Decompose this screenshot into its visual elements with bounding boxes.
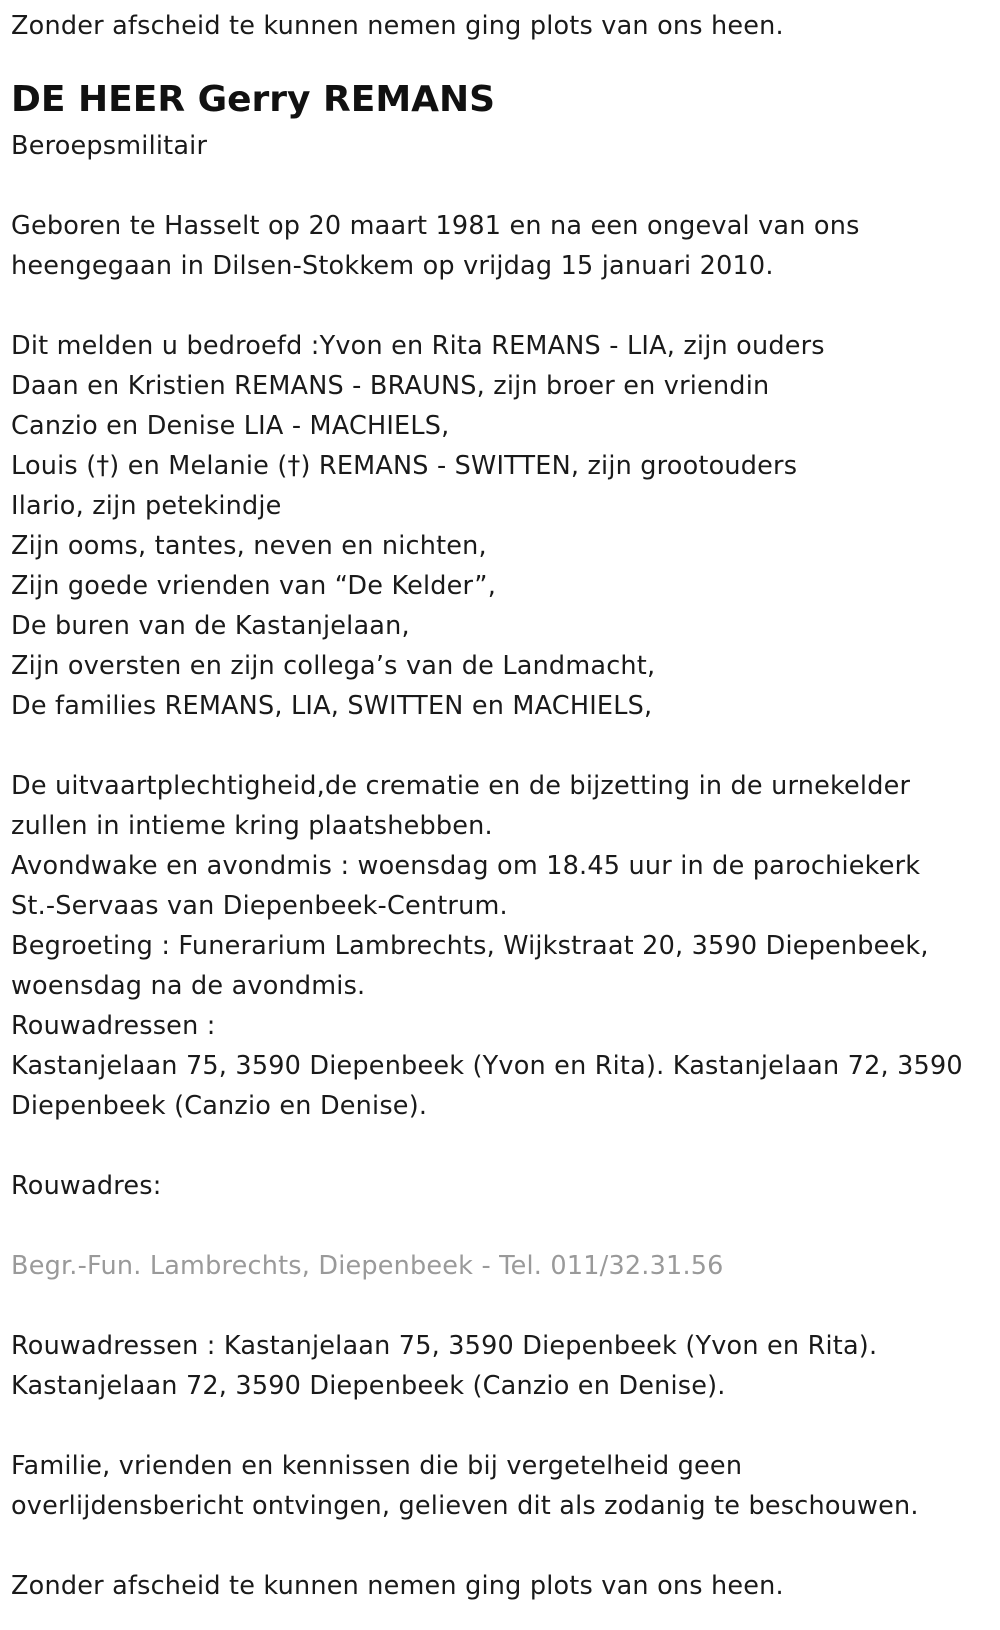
family-line: Louis (†) en Melanie (†) REMANS - SWITTEN, zijn grootouders (11, 451, 798, 481)
spacer (11, 1406, 991, 1446)
family-line: De buren van de Kastanjelaan, (11, 611, 410, 641)
family-line: Dit melden u bedroefd :Yvon en Rita REMANS - LIA, zijn ouders (11, 331, 825, 361)
notice-line: overlijdensbericht ontvingen, gelieven dit als zodanig te beschouwen. (11, 1491, 919, 1521)
ceremony-line: St.-Servaas van Diepenbeek-Centrum. (11, 891, 508, 921)
family-line: De families REMANS, LIA, SWITTEN en MACHIELS, (11, 691, 653, 721)
family-line: Zijn oversten en zijn collega’s van de Landmacht, (11, 651, 656, 681)
closing-line: Zonder afscheid te kunnen nemen ging plots van ons heen. (11, 1571, 784, 1601)
ceremony-line: woensdag na de avondmis. (11, 971, 366, 1001)
birth-line: heengegaan in Dilsen-Stokkem op vrijdag 15 januari 2010. (11, 251, 774, 281)
family-line: Zijn goede vrienden van “De Kelder”, (11, 571, 497, 601)
family-line: Ilario, zijn petekindje (11, 491, 282, 521)
funeral-home-contact: Begr.-Fun. Lambrechts, Diepenbeek - Tel. 011/32.31.56 (11, 1251, 724, 1281)
birth-line: Geboren te Hasselt op 20 maart 1981 en na een ongeval van ons (11, 211, 860, 241)
spacer (11, 1126, 991, 1166)
addresses-paragraph (11, 1326, 991, 1406)
obituary-document (11, 6, 991, 1606)
spacer (11, 286, 991, 326)
ceremony-line: Avondwake en avondmis : woensdag om 18.45 uur in de parochiekerk (11, 851, 921, 881)
intro-line: Zonder afscheid te kunnen nemen ging plots van ons heen. (11, 11, 784, 41)
spacer (11, 166, 991, 206)
ceremony-line: Diepenbeek (Canzio en Denise). (11, 1091, 428, 1121)
address-line: Kastanjelaan 72, 3590 Diepenbeek (Canzio en Denise). (11, 1371, 726, 1401)
family-paragraph (11, 326, 991, 726)
spacer (11, 1206, 991, 1246)
ceremony-line: De uitvaartplechtigheid,de crematie en de bijzetting in de urnekelder (11, 771, 911, 801)
spacer (11, 46, 991, 74)
family-line: Daan en Kristien REMANS - BRAUNS, zijn broer en vriendin (11, 371, 770, 401)
ceremony-line: Begroeting : Funerarium Lambrechts, Wijkstraat 20, 3590 Diepenbeek, (11, 931, 929, 961)
ceremony-line: Kastanjelaan 75, 3590 Diepenbeek (Yvon en Rita). Kastanjelaan 72, 3590 (11, 1051, 963, 1081)
rouwadres-label: Rouwadres: (11, 1171, 162, 1201)
spacer (11, 726, 991, 766)
spacer (11, 1526, 991, 1566)
birth-paragraph (11, 206, 991, 286)
family-line: Zijn ooms, tantes, neven en nichten, (11, 531, 487, 561)
ceremony-paragraph (11, 766, 991, 1126)
family-line: Canzio en Denise LIA - MACHIELS, (11, 411, 450, 441)
ceremony-line: zullen in intieme kring plaatshebben. (11, 811, 493, 841)
ceremony-line: Rouwadressen : (11, 1011, 216, 1041)
spacer (11, 1286, 991, 1326)
profession: Beroepsmilitair (11, 131, 208, 161)
notice-paragraph (11, 1446, 991, 1526)
deceased-name: DE HEER Gerry REMANS (11, 79, 496, 120)
notice-line: Familie, vrienden en kennissen die bij vergetelheid geen (11, 1451, 743, 1481)
address-line: Rouwadressen : Kastanjelaan 75, 3590 Diepenbeek (Yvon en Rita). (11, 1331, 878, 1361)
